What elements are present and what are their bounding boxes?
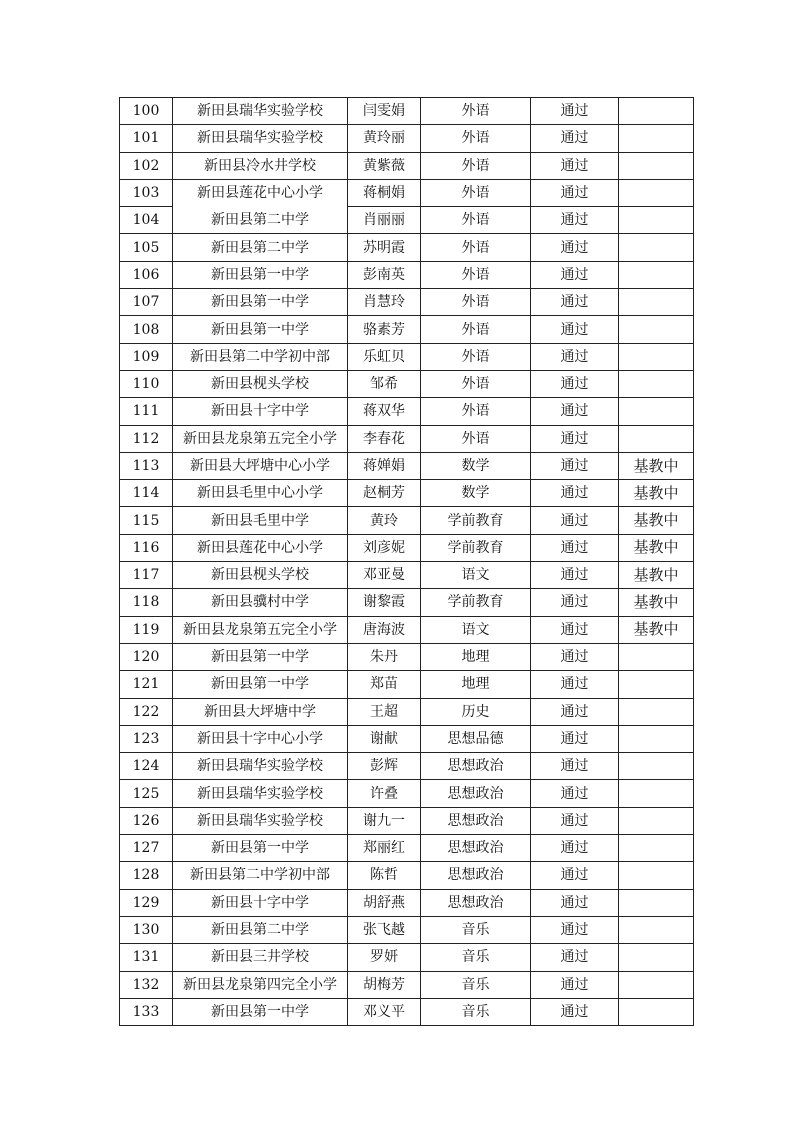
school-cell: 新田县瑞华实验学校: [173, 98, 348, 125]
row-number: 125: [120, 780, 173, 807]
row-number: 113: [120, 452, 173, 479]
name-cell: 邓义平: [348, 998, 421, 1025]
note-cell: [619, 343, 694, 370]
result-cell: 通过: [531, 480, 619, 507]
subject-cell: 思想品德: [421, 725, 531, 752]
note-cell: [619, 998, 694, 1025]
result-cell: 通过: [531, 698, 619, 725]
subject-cell: 学前教育: [421, 589, 531, 616]
row-number: 104: [120, 207, 173, 234]
name-cell: 邹希: [348, 370, 421, 397]
note-cell: [619, 316, 694, 343]
name-cell: 王超: [348, 698, 421, 725]
row-number: 111: [120, 398, 173, 425]
result-cell: 通过: [531, 125, 619, 152]
table-row: [120, 316, 694, 343]
name-cell: 胡舒燕: [348, 889, 421, 916]
row-number: 103: [120, 179, 173, 206]
subject-cell: 音乐: [421, 944, 531, 971]
result-cell: 通过: [531, 234, 619, 261]
result-cell: 通过: [531, 179, 619, 206]
note-cell: [619, 807, 694, 834]
table-row: [120, 234, 694, 261]
note-cell: [619, 725, 694, 752]
result-cell: 通过: [531, 261, 619, 288]
table-row: [120, 398, 694, 425]
table-row: [120, 753, 694, 780]
note-cell: [619, 289, 694, 316]
name-cell: 苏明霞: [348, 234, 421, 261]
name-cell: 蒋双华: [348, 398, 421, 425]
result-cell: 通过: [531, 671, 619, 698]
note-cell: [619, 207, 694, 234]
row-number: 120: [120, 643, 173, 670]
table-row: [120, 589, 694, 616]
school-cell: 新田县大坪塘中心小学: [173, 452, 348, 479]
note-cell: [619, 234, 694, 261]
table-row: [120, 780, 694, 807]
table-row: [120, 835, 694, 862]
note-cell: [619, 944, 694, 971]
result-cell: 通过: [531, 562, 619, 589]
row-number: 126: [120, 807, 173, 834]
result-cell: 通过: [531, 452, 619, 479]
name-cell: 胡梅芳: [348, 971, 421, 998]
note-cell: [619, 643, 694, 670]
school-cell: 新田县第一中学: [173, 261, 348, 288]
school-cell: 新田县毛里中学: [173, 507, 348, 534]
subject-cell: 音乐: [421, 916, 531, 943]
table-row: [120, 98, 694, 125]
subject-cell: 思想政治: [421, 753, 531, 780]
result-cell: 通过: [531, 889, 619, 916]
note-cell: [619, 916, 694, 943]
name-cell: 唐海波: [348, 616, 421, 643]
row-number: 100: [120, 98, 173, 125]
result-cell: 通过: [531, 534, 619, 561]
row-number: 123: [120, 725, 173, 752]
name-cell: 肖丽丽: [348, 207, 421, 234]
result-cell: 通过: [531, 862, 619, 889]
name-cell: 郑丽红: [348, 835, 421, 862]
table-row: [120, 807, 694, 834]
table-row: [120, 125, 694, 152]
school-cell: 新田县瑞华实验学校: [173, 753, 348, 780]
school-cell: 新田县第一中学: [173, 316, 348, 343]
subject-cell: 思想政治: [421, 780, 531, 807]
note-cell: [619, 835, 694, 862]
row-number: 109: [120, 343, 173, 370]
row-number: 105: [120, 234, 173, 261]
row-number: 128: [120, 862, 173, 889]
result-cell: 通过: [531, 507, 619, 534]
subject-cell: 外语: [421, 207, 531, 234]
table-row: [120, 562, 694, 589]
row-number: 110: [120, 370, 173, 397]
note-cell: [619, 753, 694, 780]
school-cell: 新田县瑞华实验学校: [173, 807, 348, 834]
result-cell: 通过: [531, 916, 619, 943]
school-cell: 新田县第二中学初中部: [173, 343, 348, 370]
note-cell: 基教中: [619, 616, 694, 643]
table-row: [120, 207, 694, 234]
school-cell: 新田县骥村中学: [173, 589, 348, 616]
subject-cell: 外语: [421, 179, 531, 206]
school-cell: 新田县枧头学校: [173, 370, 348, 397]
row-number: 106: [120, 261, 173, 288]
row-number: 130: [120, 916, 173, 943]
table-row: [120, 944, 694, 971]
note-cell: 基教中: [619, 589, 694, 616]
result-cell: 通过: [531, 316, 619, 343]
school-cell: 新田县莲花中心小学: [173, 179, 348, 206]
school-cell: 新田县龙泉第五完全小学: [173, 616, 348, 643]
note-cell: [619, 971, 694, 998]
roster-body: [120, 98, 694, 1026]
row-number: 119: [120, 616, 173, 643]
result-cell: 通过: [531, 398, 619, 425]
school-cell: 新田县冷水井学校: [173, 152, 348, 179]
note-cell: [619, 370, 694, 397]
result-cell: 通过: [531, 98, 619, 125]
name-cell: 彭南英: [348, 261, 421, 288]
table-row: [120, 616, 694, 643]
name-cell: 彭辉: [348, 753, 421, 780]
table-row: [120, 671, 694, 698]
table-row: [120, 725, 694, 752]
school-cell: 新田县第一中学: [173, 835, 348, 862]
row-number: 122: [120, 698, 173, 725]
name-cell: 赵桐芳: [348, 480, 421, 507]
result-cell: 通过: [531, 289, 619, 316]
table-row: [120, 370, 694, 397]
subject-cell: 外语: [421, 370, 531, 397]
row-number: 133: [120, 998, 173, 1025]
name-cell: 谢献: [348, 725, 421, 752]
note-cell: [619, 125, 694, 152]
note-cell: 基教中: [619, 452, 694, 479]
row-number: 124: [120, 753, 173, 780]
table-row: [120, 152, 694, 179]
school-cell: 新田县第二中学: [173, 207, 348, 234]
note-cell: [619, 179, 694, 206]
name-cell: 郑苗: [348, 671, 421, 698]
school-cell: 新田县龙泉第四完全小学: [173, 971, 348, 998]
note-cell: [619, 398, 694, 425]
table-row: [120, 971, 694, 998]
note-cell: [619, 152, 694, 179]
table-row: [120, 643, 694, 670]
name-cell: 张飞越: [348, 916, 421, 943]
subject-cell: 思想政治: [421, 889, 531, 916]
school-cell: 新田县第二中学: [173, 234, 348, 261]
row-number: 114: [120, 480, 173, 507]
school-cell: 新田县毛里中心小学: [173, 480, 348, 507]
note-cell: 基教中: [619, 562, 694, 589]
result-cell: 通过: [531, 207, 619, 234]
subject-cell: 语文: [421, 616, 531, 643]
school-cell: 新田县第一中学: [173, 643, 348, 670]
table-row: [120, 998, 694, 1025]
name-cell: 邓亚曼: [348, 562, 421, 589]
subject-cell: 外语: [421, 316, 531, 343]
subject-cell: 语文: [421, 562, 531, 589]
row-number: 129: [120, 889, 173, 916]
result-cell: 通过: [531, 780, 619, 807]
subject-cell: 学前教育: [421, 507, 531, 534]
note-cell: [619, 862, 694, 889]
table-row: [120, 916, 694, 943]
table-row: [120, 179, 694, 206]
row-number: 132: [120, 971, 173, 998]
result-cell: 通过: [531, 425, 619, 452]
subject-cell: 外语: [421, 125, 531, 152]
subject-cell: 外语: [421, 398, 531, 425]
school-cell: 新田县枧头学校: [173, 562, 348, 589]
subject-cell: 外语: [421, 261, 531, 288]
result-cell: 通过: [531, 152, 619, 179]
row-number: 118: [120, 589, 173, 616]
row-number: 107: [120, 289, 173, 316]
name-cell: 刘彦妮: [348, 534, 421, 561]
result-cell: 通过: [531, 343, 619, 370]
name-cell: 蒋婵娟: [348, 452, 421, 479]
subject-cell: 历史: [421, 698, 531, 725]
name-cell: 许叠: [348, 780, 421, 807]
note-cell: [619, 780, 694, 807]
result-cell: 通过: [531, 725, 619, 752]
result-cell: 通过: [531, 589, 619, 616]
school-cell: 新田县第二中学初中部: [173, 862, 348, 889]
result-cell: 通过: [531, 643, 619, 670]
row-number: 121: [120, 671, 173, 698]
school-cell: 新田县瑞华实验学校: [173, 125, 348, 152]
name-cell: 黄玲丽: [348, 125, 421, 152]
school-cell: 新田县第一中学: [173, 289, 348, 316]
result-cell: 通过: [531, 944, 619, 971]
table-row: [120, 889, 694, 916]
roster-table: [119, 97, 694, 1026]
result-cell: 通过: [531, 807, 619, 834]
table-row: [120, 862, 694, 889]
school-cell: 新田县第二中学: [173, 916, 348, 943]
subject-cell: 思想政治: [421, 835, 531, 862]
school-cell: 新田县十字中学: [173, 889, 348, 916]
subject-cell: 外语: [421, 152, 531, 179]
name-cell: 陈哲: [348, 862, 421, 889]
name-cell: 黄玲: [348, 507, 421, 534]
subject-cell: 思想政治: [421, 862, 531, 889]
table-row: [120, 343, 694, 370]
row-number: 112: [120, 425, 173, 452]
result-cell: 通过: [531, 835, 619, 862]
note-cell: [619, 261, 694, 288]
subject-cell: 数学: [421, 452, 531, 479]
school-cell: 新田县十字中学: [173, 398, 348, 425]
subject-cell: 地理: [421, 671, 531, 698]
school-cell: 新田县莲花中心小学: [173, 534, 348, 561]
school-cell: 新田县第一中学: [173, 998, 348, 1025]
note-cell: [619, 98, 694, 125]
name-cell: 蒋桐娟: [348, 179, 421, 206]
subject-cell: 外语: [421, 425, 531, 452]
name-cell: 闫雯娟: [348, 98, 421, 125]
name-cell: 骆素芳: [348, 316, 421, 343]
school-cell: 新田县三井学校: [173, 944, 348, 971]
name-cell: 罗妍: [348, 944, 421, 971]
table-row: [120, 698, 694, 725]
subject-cell: 学前教育: [421, 534, 531, 561]
result-cell: 通过: [531, 616, 619, 643]
table-row: [120, 480, 694, 507]
row-number: 116: [120, 534, 173, 561]
table-row: [120, 425, 694, 452]
name-cell: 谢黎霞: [348, 589, 421, 616]
row-number: 127: [120, 835, 173, 862]
result-cell: 通过: [531, 998, 619, 1025]
table-row: [120, 507, 694, 534]
school-cell: 新田县龙泉第五完全小学: [173, 425, 348, 452]
school-cell: 新田县十字中心小学: [173, 725, 348, 752]
result-cell: 通过: [531, 753, 619, 780]
school-cell: 新田县第一中学: [173, 671, 348, 698]
name-cell: 谢九一: [348, 807, 421, 834]
table-row: [120, 289, 694, 316]
row-number: 108: [120, 316, 173, 343]
result-cell: 通过: [531, 370, 619, 397]
subject-cell: 思想政治: [421, 807, 531, 834]
row-number: 101: [120, 125, 173, 152]
note-cell: [619, 889, 694, 916]
name-cell: 李春花: [348, 425, 421, 452]
school-cell: 新田县大坪塘中学: [173, 698, 348, 725]
subject-cell: 音乐: [421, 998, 531, 1025]
subject-cell: 音乐: [421, 971, 531, 998]
row-number: 102: [120, 152, 173, 179]
subject-cell: 数学: [421, 480, 531, 507]
subject-cell: 外语: [421, 234, 531, 261]
name-cell: 黄紫薇: [348, 152, 421, 179]
table-row: [120, 534, 694, 561]
name-cell: 朱丹: [348, 643, 421, 670]
result-cell: 通过: [531, 971, 619, 998]
name-cell: 乐虹贝: [348, 343, 421, 370]
subject-cell: 地理: [421, 643, 531, 670]
note-cell: [619, 698, 694, 725]
subject-cell: 外语: [421, 98, 531, 125]
note-cell: [619, 671, 694, 698]
row-number: 117: [120, 562, 173, 589]
subject-cell: 外语: [421, 289, 531, 316]
table-row: [120, 452, 694, 479]
row-number: 131: [120, 944, 173, 971]
note-cell: [619, 425, 694, 452]
school-cell: 新田县瑞华实验学校: [173, 780, 348, 807]
note-cell: 基教中: [619, 507, 694, 534]
subject-cell: 外语: [421, 343, 531, 370]
table-row: [120, 261, 694, 288]
note-cell: 基教中: [619, 534, 694, 561]
note-cell: 基教中: [619, 480, 694, 507]
name-cell: 肖慧玲: [348, 289, 421, 316]
row-number: 115: [120, 507, 173, 534]
